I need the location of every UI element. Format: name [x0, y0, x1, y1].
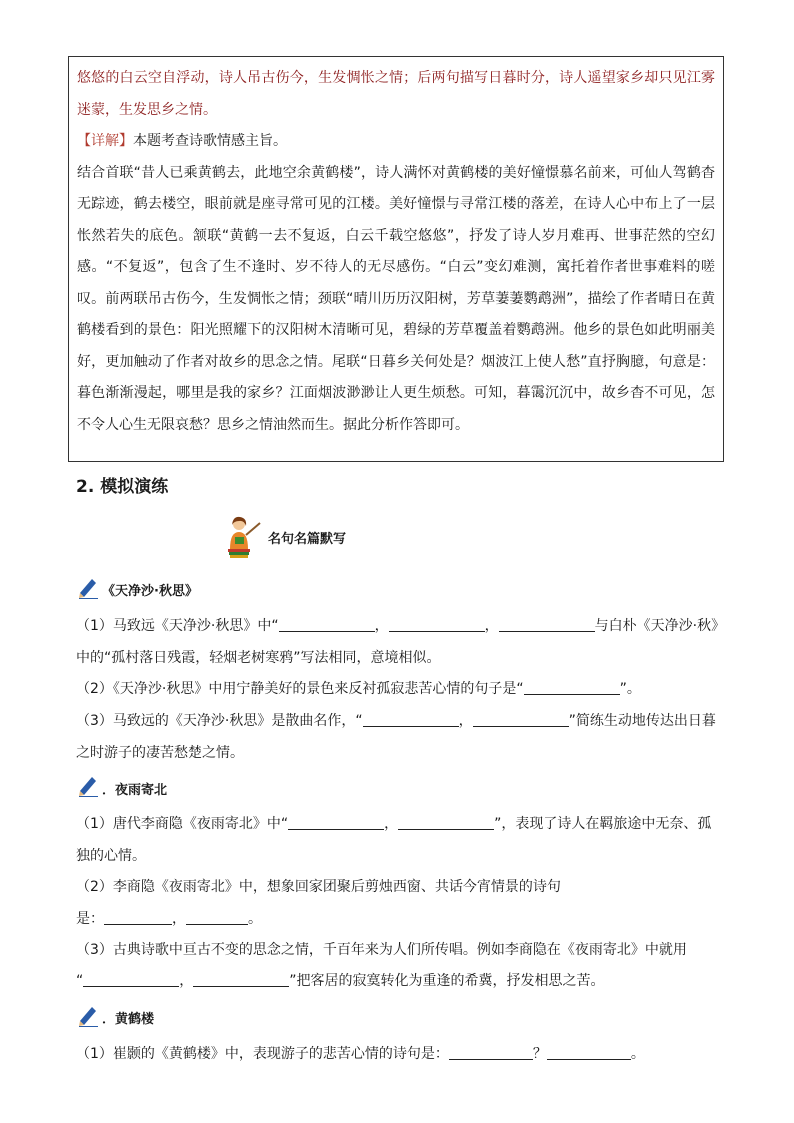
answer-blank[interactable] [193, 970, 289, 987]
pencil-icon [76, 1003, 100, 1027]
banner-title: 名句名篇默写 [268, 532, 347, 547]
answer-blank[interactable] [389, 615, 485, 632]
group-title-huanghelou: ．黄鹤楼 [102, 1012, 155, 1027]
detail-tag: 【详解】 [77, 133, 133, 149]
answer-blank[interactable] [104, 908, 172, 925]
pencil-icon [76, 773, 100, 797]
answer-blank[interactable] [288, 813, 384, 830]
detail-line [77, 126, 715, 158]
answer-blank[interactable] [398, 813, 494, 830]
question-1-3: （3）马致远的《天净沙·秋思》是散曲名作，“ ， ”简练生动地传达出日暮之时游子的凄苦愁楚之情。 [76, 706, 724, 769]
answer-blank[interactable] [524, 678, 620, 695]
group-title-yeyujibei: ．夜雨寄北 [102, 783, 168, 798]
answer-blank[interactable] [363, 710, 459, 727]
answer-blank[interactable] [279, 615, 375, 632]
teacher-icon [224, 515, 264, 559]
question-2-1: （1）唐代李商隐《夜雨寄北》中“ ， ”，表现了诗人在羁旅途中无奈、孤独的心情。 [76, 809, 724, 872]
question-2-2: （2）李商隐《夜雨寄北》中，想象回家团聚后剪烛西窗、共话今宵情景的诗句 [76, 879, 561, 895]
question-2-3: （3）古典诗歌中亘古不变的思念之情，千百年来为人们所传唱。例如李商隐在《夜雨寄北》中就用 [76, 942, 687, 958]
answer-blank[interactable] [186, 908, 248, 925]
group-title-tianjingsha: 《天净沙·秋思》 [102, 584, 198, 599]
section-title: 2. 模拟演练 [76, 477, 169, 497]
explanation-body: 结合首联“昔人已乘黄鹤去，此地空余黄鹤楼”，诗人满怀对黄鹤楼的美好憧憬慕名前来，可仙人驾鹤杳无踪迹，鹤去楼空，眼前就是座寻常可见的江楼。美好憧憬与寻常江楼的落差，在诗人心中布上了一层怅然若失的底色。颔联“黄鹤一去不复返，白云千载空悠悠”，抒发了诗人岁月难再、世事茫然的空幻感。“不复返”，包含了生不逢时、岁不待人的无尽感伤。“白云”变幻难测，寓托着作者世事难料的嗟叹。前两联吊古伤今，生发惆怅之情；颈联“晴川历历汉阳树，芳草萋萋鹦鹉洲”，描绘了作者晴日在黄鹤楼看到的景色：阳光照耀下的汉阳树木清晰可见，碧绿的芳草覆盖着鹦鹉洲。他乡的景色如此明丽美好，更加触动了作者对故乡的思念之情。尾联“日暮乡关何处是？烟波江上使人愁”直抒胸臆，句意是：暮色渐渐漫起，哪里是我的家乡？江面烟波渺渺让人更生烦愁。可知，暮霭沉沉中，故乡杳不可见，怎不令人心生无限哀愁？思乡之情油然而生。据此分析作答即可。 [77, 164, 715, 433]
answer-blank[interactable] [449, 1043, 533, 1060]
detail-intro: 本题考查诗歌情感主旨。 [133, 133, 287, 149]
question-2-3-cont: “ ， ”把客居的寂寞转化为重逢的希冀，抒发相思之苦。 [76, 966, 724, 998]
explanation-red-text: 悠悠的白云空自浮动，诗人吊古伤今，生发惆怅之情；后两句描写日暮时分，诗人遥望家乡却只见江雾迷蒙，生发思乡之情。 [77, 70, 715, 118]
answer-explanation-box [68, 56, 724, 462]
answer-blank[interactable] [499, 615, 595, 632]
answer-blank[interactable] [547, 1043, 631, 1060]
question-3-1: （1）崔颢的《黄鹤楼》中，表现游子的悲苦心情的诗句是： ？ 。 [76, 1039, 724, 1071]
answer-blank[interactable] [83, 970, 179, 987]
answer-blank[interactable] [473, 710, 569, 727]
question-1-2: （2）《天净沙·秋思》中用宁静美好的景色来反衬孤寂悲苦心情的句子是“ ”。 [76, 674, 724, 706]
pencil-icon [76, 575, 100, 599]
question-2-2-cont: 是： ， 。 [76, 904, 724, 936]
question-1-1: （1）马致远《天净沙·秋思》中“ ， ， 与白朴《天净沙·秋》中的“孤村落日残霞，轻烟老树寒鸦”写法相同，意境相似。 [76, 611, 724, 674]
